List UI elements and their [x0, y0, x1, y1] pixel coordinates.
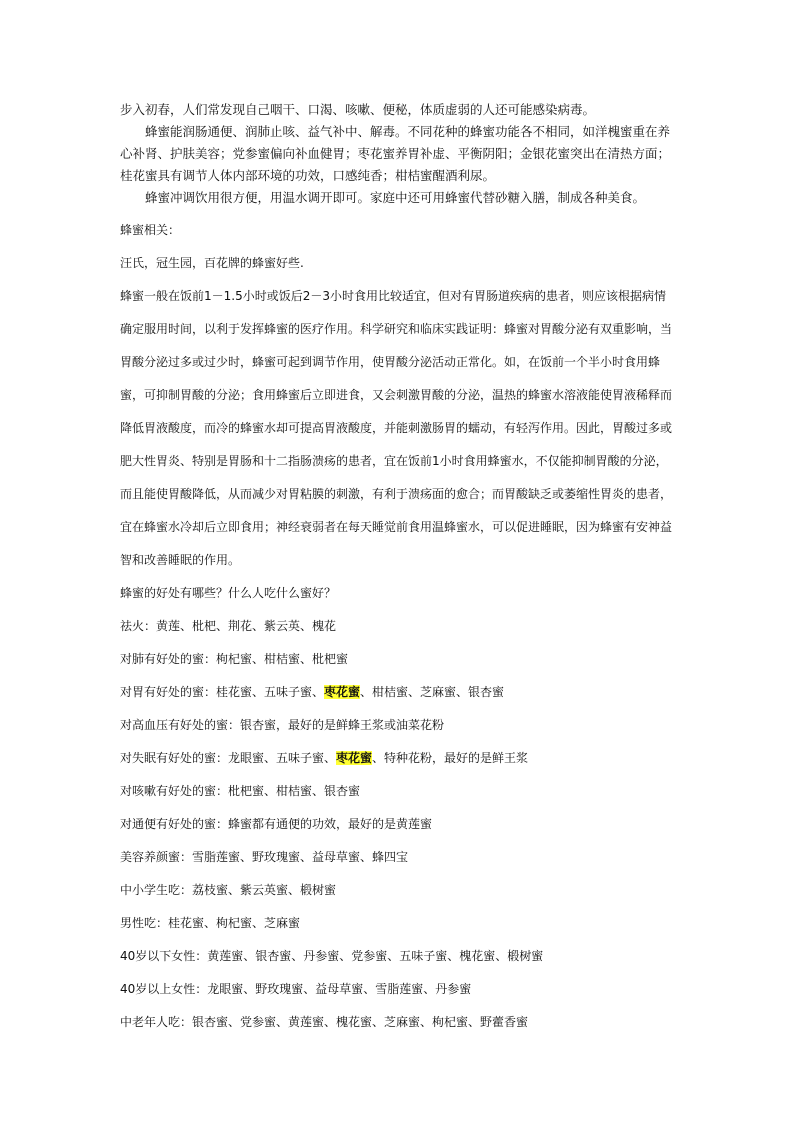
- insomnia-prefix: 对失眠有好处的蜜：龙眼蜜、五味子蜜、: [120, 751, 337, 765]
- list-item-elderly: 中老年人吃：银杏蜜、党参蜜、黄莲蜜、槐花蜜、芝麻蜜、枸杞蜜、野藿香蜜: [120, 1015, 529, 1029]
- intro-paragraph-2: 蜂蜜能润肠通便、润肺止咳、益气补中、解毒。不同花种的蜂蜜功能各不相同，如洋槐蜜重在养心补肾、护肤美容；党参蜜偏向补血健胃；枣花蜜养胃补虚、平衡阴阳；金银花蜜突出在清热方面；桂花蜜具有调节人体内部环境的功效，口感纯香；柑桔蜜醒酒利尿。: [120, 124, 671, 183]
- question-heading: 蜂蜜的好处有哪些？什么人吃什么蜜好？: [120, 586, 337, 600]
- list-item-constipation: 对通便有好处的蜜：蜂蜜都有通便的功效，最好的是黄莲蜜: [120, 817, 433, 831]
- list-item-lung: 对肺有好处的蜜：枸杞蜜、柑桔蜜、枇杷蜜: [120, 652, 349, 666]
- list-item-women-over-40: 40岁以上女性：龙眼蜜、野玫瑰蜜、益母草蜜、雪脂莲蜜、丹参蜜: [120, 982, 472, 996]
- usage-paragraph: 蜂蜜一般在饭前1－1.5小时或饭后2－3小时食用比较适宜，但对有胃肠道疾病的患者，则应该根据病情确定服用时间，以利于发挥蜂蜜的医疗作用。科学研究和临床实践证明：蜂蜜对胃酸分泌有双重影响，当胃酸分泌过多或过少时，蜂蜜可起到调节作用，使胃酸分泌活动正常化。如，在饭前一个半小时食用蜂蜜，可抑制胃酸的分泌；食用蜂蜜后立即进食，又会刺激胃酸的分泌，温热的蜂蜜水溶液能使胃液稀释而降低胃液酸度，而冷的蜂蜜水却可提高胃液酸度，并能刺激肠胃的蠕动，有轻泻作用。因此，胃酸过多或肥大性胃炎、特别是胃肠和十二指肠溃疡的患者，宜在饭前1小时食用蜂蜜水，不仅能抑制胃酸的分泌，而且能使胃酸降低，从而减少对胃粘膜的刺激，有利于溃疡面的愈合；而胃酸缺乏或萎缩性胃炎的患者，宜在蜂蜜水冷却后立即食用；神经衰弱者在每天睡觉前食用温蜂蜜水，可以促进睡眠，因为蜂蜜有安神益智和改善睡眠的作用。: [120, 289, 673, 567]
- list-item-beauty: 美容养颜蜜：雪脂莲蜜、野玫瑰蜜、益母草蜜、蜂四宝: [120, 850, 409, 864]
- list-item-cough: 对咳嗽有好处的蜜：枇杷蜜、柑桔蜜、银杏蜜: [120, 784, 361, 798]
- brands-paragraph: 汪氏，冠生园，百花牌的蜂蜜好些.: [120, 256, 304, 270]
- related-heading: 蜂蜜相关：: [120, 223, 181, 237]
- list-item-blood-pressure: 对高血压有好处的蜜：银杏蜜，最好的是鲜蜂王浆或油菜花粉: [120, 718, 445, 732]
- list-item-fire: 祛火：黄莲、枇杷、荆花、紫云英、槐花: [120, 619, 337, 633]
- list-item-men: 男性吃：桂花蜜、枸杞蜜、芝麻蜜: [120, 916, 301, 930]
- list-item-insomnia: [120, 742, 676, 775]
- list-item-students: 中小学生吃：荔枝蜜、紫云英蜜、椴树蜜: [120, 883, 337, 897]
- related-section: [120, 214, 676, 1039]
- stomach-prefix: 对胃有好处的蜜：桂花蜜、五味子蜜、: [120, 685, 325, 699]
- intro-paragraph-3: 蜂蜜冲调饮用很方便，用温水调开即可。家庭中还可用蜂蜜代替砂糖入膳，制成各种美食。: [145, 190, 646, 205]
- insomnia-suffix: 、特种花粉，最好的是鲜王浆: [372, 751, 529, 765]
- stomach-suffix: 、柑桔蜜、芝麻蜜、银杏蜜: [360, 685, 505, 699]
- highlighted-term: 枣花蜜: [336, 751, 373, 765]
- highlighted-term: 枣花蜜: [324, 685, 361, 699]
- intro-paragraph-1: 步入初春，人们常发现自己咽干、口渴、咳嗽、便秘，体质虚弱的人还可能感染病毒。: [120, 102, 596, 117]
- list-item-stomach: [120, 676, 676, 709]
- intro-section: [120, 99, 676, 209]
- list-item-women-under-40: 40岁以下女性：黄莲蜜、银杏蜜、丹参蜜、党参蜜、五味子蜜、槐花蜜、椴树蜜: [120, 949, 544, 963]
